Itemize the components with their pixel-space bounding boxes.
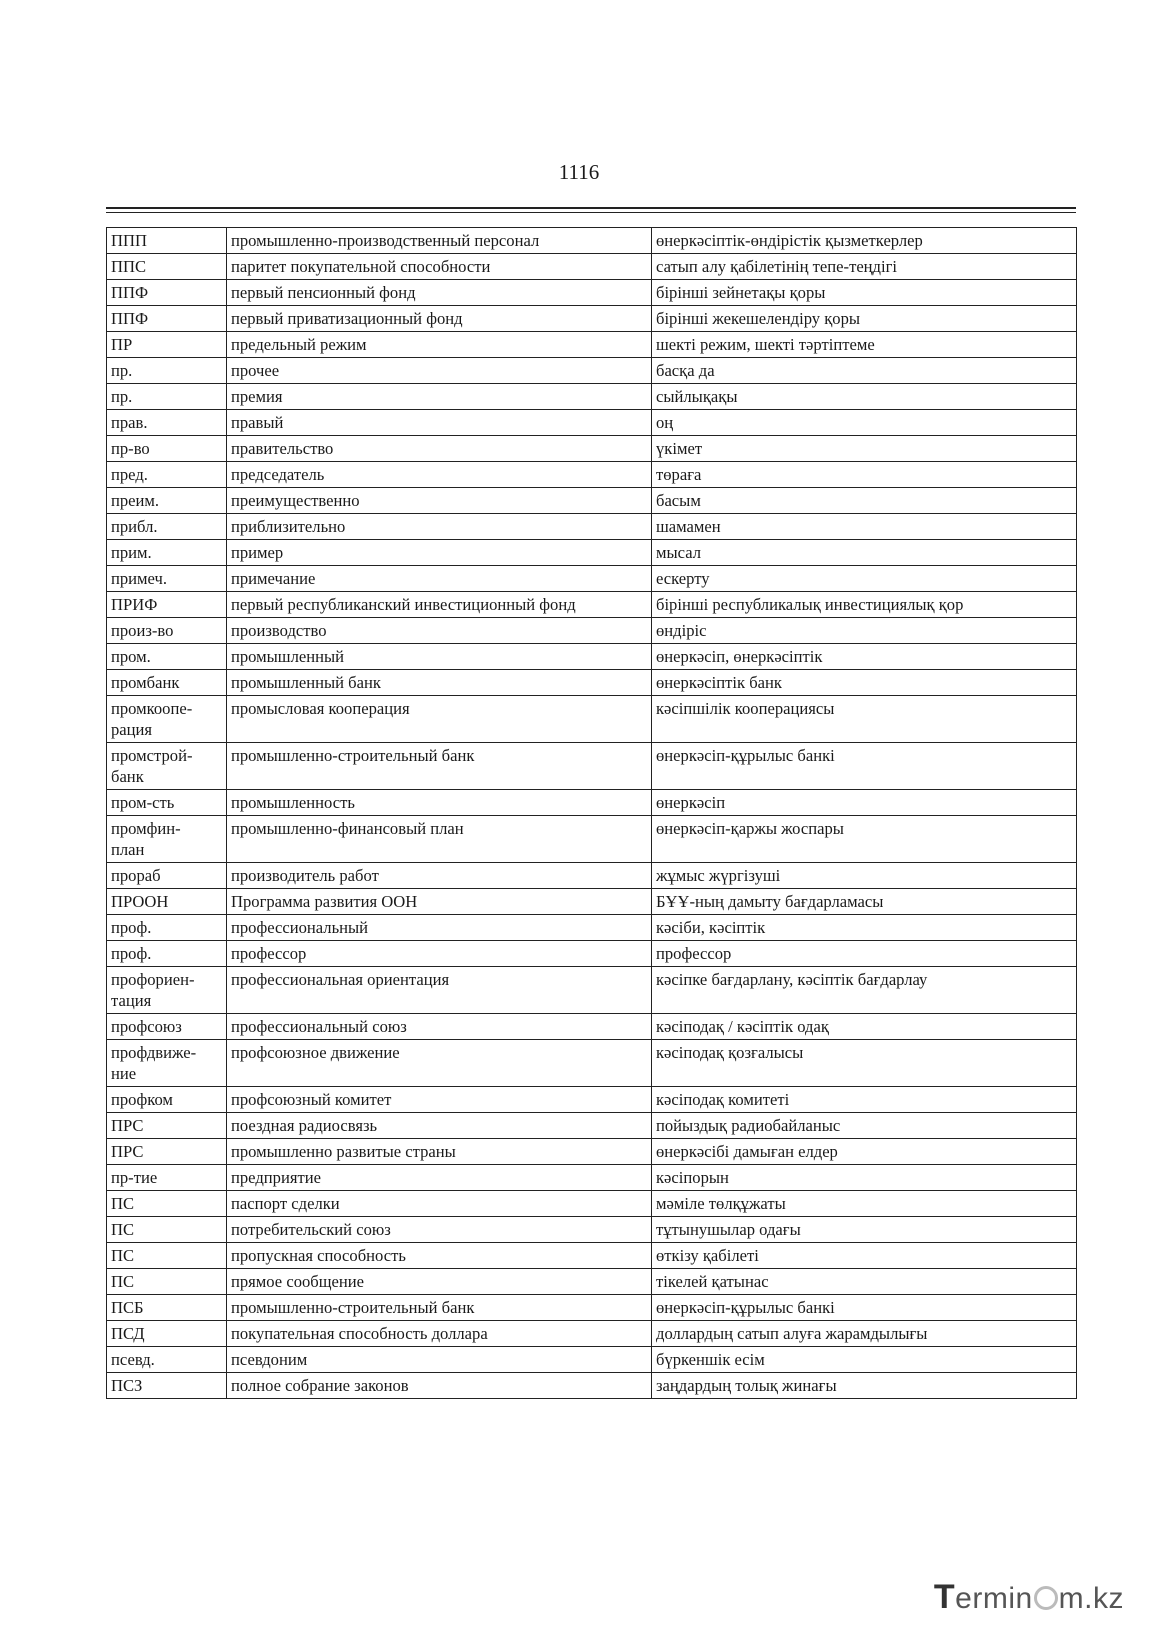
russian-term-cell: профсоюзное движение xyxy=(227,1040,652,1087)
table-row xyxy=(107,384,1077,410)
kazakh-term-cell: оң xyxy=(652,410,1077,436)
table-row xyxy=(107,816,1077,863)
russian-term-cell: промышленный xyxy=(227,644,652,670)
kazakh-term-cell: басым xyxy=(652,488,1077,514)
abbreviation-cell: ПС xyxy=(107,1269,227,1295)
abbreviation-cell: ППП xyxy=(107,228,227,254)
abbreviation-cell: пром. xyxy=(107,644,227,670)
kazakh-term-cell: өнеркәсіп, өнеркәсіптік xyxy=(652,644,1077,670)
russian-term-cell: профессиональный союз xyxy=(227,1014,652,1040)
kazakh-term-cell: ескерту xyxy=(652,566,1077,592)
terminkom-logo xyxy=(934,1578,1124,1617)
russian-term-cell: премия xyxy=(227,384,652,410)
table-row xyxy=(107,280,1077,306)
abbreviation-cell: проф. xyxy=(107,915,227,941)
kazakh-term-cell: өткізу қабілеті xyxy=(652,1243,1077,1269)
table-row xyxy=(107,863,1077,889)
russian-term-cell: производство xyxy=(227,618,652,644)
kazakh-term-cell: төраға xyxy=(652,462,1077,488)
abbreviation-cell: псевд. xyxy=(107,1347,227,1373)
russian-term-cell: первый приватизационный фонд xyxy=(227,306,652,332)
russian-term-cell: прочее xyxy=(227,358,652,384)
abbreviation-cell: промфин- план xyxy=(107,816,227,863)
table-row xyxy=(107,644,1077,670)
kazakh-term-cell: үкімет xyxy=(652,436,1077,462)
table-row xyxy=(107,1321,1077,1347)
kazakh-term-cell: жұмыс жүргізуші xyxy=(652,863,1077,889)
russian-term-cell: профсоюзный комитет xyxy=(227,1087,652,1113)
table-row xyxy=(107,941,1077,967)
kazakh-term-cell: пойыздық радиобайланыс xyxy=(652,1113,1077,1139)
table-row xyxy=(107,1165,1077,1191)
russian-term-cell: предельный режим xyxy=(227,332,652,358)
table-row xyxy=(107,228,1077,254)
table-row xyxy=(107,1217,1077,1243)
kazakh-term-cell: өнеркәсіп-құрылыс банкі xyxy=(652,1295,1077,1321)
kazakh-term-cell: кәсіпке бағдарлану, кәсіптік бағдарлау xyxy=(652,967,1077,1014)
table-row xyxy=(107,670,1077,696)
kazakh-term-cell: сатып алу қабілетінің тепе-теңдігі xyxy=(652,254,1077,280)
abbreviation-cell: проф. xyxy=(107,941,227,967)
table-row xyxy=(107,889,1077,915)
abbreviation-cell: ПСД xyxy=(107,1321,227,1347)
abbreviation-table-body xyxy=(107,228,1077,1399)
kazakh-term-cell: кәсіпорын xyxy=(652,1165,1077,1191)
russian-term-cell: промышленно-строительный банк xyxy=(227,1295,652,1321)
logo-circle-icon xyxy=(1034,1586,1058,1610)
russian-term-cell: промышленно развитые страны xyxy=(227,1139,652,1165)
kazakh-term-cell: шекті режим, шекті тәртіптеме xyxy=(652,332,1077,358)
russian-term-cell: первый республиканский инвестиционный фонд xyxy=(227,592,652,618)
kazakh-term-cell: БҰҰ-ның дамыту бағдарламасы xyxy=(652,889,1077,915)
table-row xyxy=(107,1113,1077,1139)
table-row xyxy=(107,790,1077,816)
table-row xyxy=(107,1269,1077,1295)
table-row xyxy=(107,1087,1077,1113)
table-row xyxy=(107,332,1077,358)
abbreviation-cell: профдвиже- ние xyxy=(107,1040,227,1087)
table-row xyxy=(107,1295,1077,1321)
kazakh-term-cell: өндіріс xyxy=(652,618,1077,644)
russian-term-cell: промышленно-строительный банк xyxy=(227,743,652,790)
table-row xyxy=(107,306,1077,332)
table-row xyxy=(107,915,1077,941)
abbreviation-cell: промбанк xyxy=(107,670,227,696)
kazakh-term-cell: кәсіподақ комитеті xyxy=(652,1087,1077,1113)
kazakh-term-cell: кәсіподақ қозғалысы xyxy=(652,1040,1077,1087)
russian-term-cell: потребительский союз xyxy=(227,1217,652,1243)
kazakh-term-cell: шамамен xyxy=(652,514,1077,540)
kazakh-term-cell: өнеркәсібі дамыған елдер xyxy=(652,1139,1077,1165)
table-row xyxy=(107,1191,1077,1217)
table-row xyxy=(107,514,1077,540)
kazakh-term-cell: мәміле төлқұжаты xyxy=(652,1191,1077,1217)
table-row xyxy=(107,1040,1077,1087)
russian-term-cell: паритет покупательной способности xyxy=(227,254,652,280)
russian-term-cell: председатель xyxy=(227,462,652,488)
russian-term-cell: профессиональный xyxy=(227,915,652,941)
abbreviation-cell: ПСЗ xyxy=(107,1373,227,1399)
table-row xyxy=(107,488,1077,514)
abbreviation-cell: прораб xyxy=(107,863,227,889)
abbreviation-cell: прибл. xyxy=(107,514,227,540)
kazakh-term-cell: өнеркәсіп-құрылыс банкі xyxy=(652,743,1077,790)
kazakh-term-cell: сыйлықақы xyxy=(652,384,1077,410)
russian-term-cell: поездная радиосвязь xyxy=(227,1113,652,1139)
abbreviation-cell: ПРС xyxy=(107,1113,227,1139)
kazakh-term-cell: профессор xyxy=(652,941,1077,967)
table-row xyxy=(107,1373,1077,1399)
abbreviation-cell: ПСБ xyxy=(107,1295,227,1321)
russian-term-cell: преимущественно xyxy=(227,488,652,514)
russian-term-cell: первый пенсионный фонд xyxy=(227,280,652,306)
abbreviation-cell: ПРООН xyxy=(107,889,227,915)
kazakh-term-cell: өнеркәсіп-қаржы жоспары xyxy=(652,816,1077,863)
logo-letter-t: T xyxy=(933,1578,956,1616)
abbreviation-cell: пр. xyxy=(107,384,227,410)
russian-term-cell: промышленно-производственный персонал xyxy=(227,228,652,254)
abbreviation-cell: пр. xyxy=(107,358,227,384)
kazakh-term-cell: бірінші республикалық инвестициялық қор xyxy=(652,592,1077,618)
table-row xyxy=(107,462,1077,488)
table-row xyxy=(107,1243,1077,1269)
kazakh-term-cell: мысал xyxy=(652,540,1077,566)
page-number: 1116 xyxy=(558,160,600,184)
russian-term-cell: производитель работ xyxy=(227,863,652,889)
table-row xyxy=(107,696,1077,743)
russian-term-cell: правительство xyxy=(227,436,652,462)
kazakh-term-cell: доллардың сатып алуға жарамдылығы xyxy=(652,1321,1077,1347)
kazakh-term-cell: басқа да xyxy=(652,358,1077,384)
russian-term-cell: псевдоним xyxy=(227,1347,652,1373)
abbreviation-cell: ПР xyxy=(107,332,227,358)
russian-term-cell: покупательная способность доллара xyxy=(227,1321,652,1347)
russian-term-cell: прямое сообщение xyxy=(227,1269,652,1295)
russian-term-cell: пример xyxy=(227,540,652,566)
abbreviation-cell: профориен- тация xyxy=(107,967,227,1014)
table-row xyxy=(107,1014,1077,1040)
table-row xyxy=(107,1347,1077,1373)
header-rule-thick xyxy=(106,207,1076,209)
russian-term-cell: промышленный банк xyxy=(227,670,652,696)
russian-term-cell: промышленно-финансовый план xyxy=(227,816,652,863)
table-row xyxy=(107,1139,1077,1165)
table-row xyxy=(107,743,1077,790)
russian-term-cell: приблизительно xyxy=(227,514,652,540)
abbreviation-cell: профком xyxy=(107,1087,227,1113)
table-row xyxy=(107,540,1077,566)
abbreviation-cell: ПС xyxy=(107,1243,227,1269)
abbreviation-cell: пр-во xyxy=(107,436,227,462)
header-rule-thin xyxy=(106,212,1076,213)
kazakh-term-cell: өнеркәсіп xyxy=(652,790,1077,816)
kazakh-term-cell: кәсіподақ / кәсіптік одақ xyxy=(652,1014,1077,1040)
kazakh-term-cell: кәсіби, кәсіптік xyxy=(652,915,1077,941)
kazakh-term-cell: кәсіпшілік кооперациясы xyxy=(652,696,1077,743)
abbreviation-cell: примеч. xyxy=(107,566,227,592)
abbreviation-cell: ПС xyxy=(107,1217,227,1243)
abbreviation-table xyxy=(106,227,1077,1399)
kazakh-term-cell: заңдардың толық жинағы xyxy=(652,1373,1077,1399)
logo-text-part2: m.kz xyxy=(1058,1582,1124,1615)
russian-term-cell: профессиональная ориентация xyxy=(227,967,652,1014)
kazakh-term-cell: өнеркәсіптік банк xyxy=(652,670,1077,696)
kazakh-term-cell: бірінші зейнетақы қоры xyxy=(652,280,1077,306)
russian-term-cell: пропускная способность xyxy=(227,1243,652,1269)
table-row xyxy=(107,618,1077,644)
abbreviation-cell: ПРИФ xyxy=(107,592,227,618)
abbreviation-cell: промкоопе- рация xyxy=(107,696,227,743)
table-row xyxy=(107,592,1077,618)
abbreviation-cell: пр-тие xyxy=(107,1165,227,1191)
kazakh-term-cell: бүркеншік есім xyxy=(652,1347,1077,1373)
abbreviation-cell: прим. xyxy=(107,540,227,566)
abbreviation-cell: ПРС xyxy=(107,1139,227,1165)
kazakh-term-cell: тікелей қатынас xyxy=(652,1269,1077,1295)
table-row xyxy=(107,254,1077,280)
russian-term-cell: Программа развития ООН xyxy=(227,889,652,915)
kazakh-term-cell: тұтынушылар одағы xyxy=(652,1217,1077,1243)
russian-term-cell: предприятие xyxy=(227,1165,652,1191)
kazakh-term-cell: бірінші жекешелендіру қоры xyxy=(652,306,1077,332)
abbreviation-cell: преим. xyxy=(107,488,227,514)
russian-term-cell: паспорт сделки xyxy=(227,1191,652,1217)
abbreviation-cell: произ-во xyxy=(107,618,227,644)
table-row xyxy=(107,410,1077,436)
russian-term-cell: примечание xyxy=(227,566,652,592)
abbreviation-cell: ППФ xyxy=(107,280,227,306)
abbreviation-cell: ППС xyxy=(107,254,227,280)
abbreviation-cell: пред. xyxy=(107,462,227,488)
russian-term-cell: промышленность xyxy=(227,790,652,816)
russian-term-cell: правый xyxy=(227,410,652,436)
abbreviation-cell: промстрой- банк xyxy=(107,743,227,790)
kazakh-term-cell: өнеркәсіптік-өндірістік қызметкерлер xyxy=(652,228,1077,254)
abbreviation-cell: прав. xyxy=(107,410,227,436)
abbreviation-cell: ПС xyxy=(107,1191,227,1217)
russian-term-cell: профессор xyxy=(227,941,652,967)
russian-term-cell: полное собрание законов xyxy=(227,1373,652,1399)
russian-term-cell: промысловая кооперация xyxy=(227,696,652,743)
abbreviation-cell: профсоюз xyxy=(107,1014,227,1040)
table-row xyxy=(107,967,1077,1014)
table-row xyxy=(107,358,1077,384)
abbreviation-cell: ППФ xyxy=(107,306,227,332)
table-row xyxy=(107,436,1077,462)
table-row xyxy=(107,566,1077,592)
logo-text-part1: ermin xyxy=(955,1582,1033,1615)
abbreviation-cell: пром-сть xyxy=(107,790,227,816)
